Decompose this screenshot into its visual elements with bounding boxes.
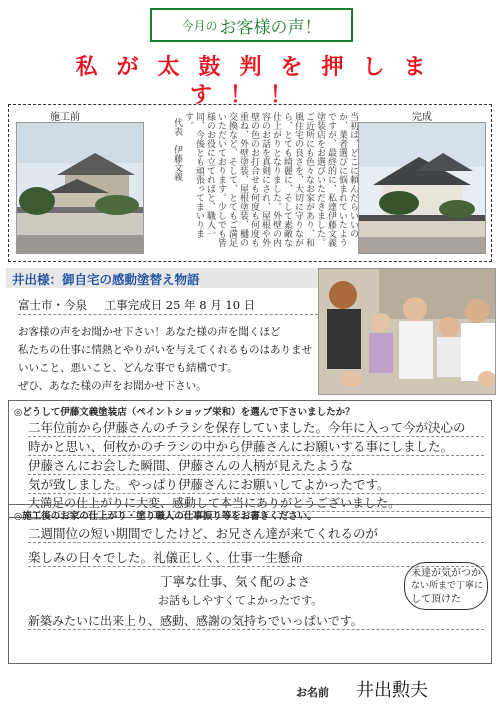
note-line-3: して頂けた [411,594,461,605]
completion-date: 工事完成日 25 年 8 月 10 日 [104,298,256,312]
answer-2-line-4: お話もしやすくてよかったです。 [158,594,323,607]
location-place: 富士市・今泉 [18,298,87,312]
story-subtitle: 井出様：御自宅の感動塗替え物語 [12,272,200,287]
answer-1-line-3: 伊藤さんにお会した瞬間、伊藤さんの人柄が見えたような [28,456,484,475]
intro-line-2: 私たちの仕事に情熱とやりがいを与えてくれるものはありませ [18,344,312,356]
group-photo [318,268,496,395]
answer-2-line-2: 楽しみの日々でした。礼儀正しく、仕事一生懸命 [28,548,484,567]
group-photo-image [319,269,496,395]
page-header-badge [150,8,353,42]
answer-2-line-5: 新築みたいに出来上り、感動、感謝の気持ちでいっぱいです。 [28,612,484,630]
answer-2-line-3: 丁寧な仕事、気く配のよさ [160,574,311,589]
headline-line-1: 私が太鼓判を押しま [75,54,445,80]
before-house-image [17,123,144,254]
header-small: 今月の [181,18,218,33]
headline-line-2: す！！ [189,82,310,108]
intro-line-3: いいこと、悪いこと、どんな事でも結構です。 [18,362,238,374]
intro-line-4: ぜひ、あなた様の声をお聞かせ下さい。 [18,380,207,392]
answer-1-line-1: 二年位前から伊藤さんのチラシを保存していました。今年に入って今が決心の [28,418,484,437]
story-text [144,112,358,254]
before-label: 施工前 [50,112,80,123]
after-label: 完成 [412,112,432,123]
answer-2-line-1: 二週間位の短い期間でしたけど、お兄さん達が来てくれるのが [28,524,484,543]
intro-line-1: お客様の声をお聞かせ下さい！あなた様の声を聞くほど [18,326,281,338]
note-line-2: ない所まで丁寧に [411,581,484,591]
before-photo [16,122,144,254]
name-value: 井出勲夫 [356,680,428,701]
name-label: お名前 [296,686,329,699]
question-2: ◎施工後のお家の仕上がり・塗り職人の仕事振り等をお書きください。 [14,511,317,522]
question-1: ◎どうして伊藤文義塗装店（ペイントショップ栄和）を選んで下さいましたか？ [14,407,355,418]
note-line-1: 未達が気がつか [411,568,481,579]
answer-1-line-4: 気が致しました。やっぱり伊藤さんにお願いしてよかったです。 [28,475,484,494]
answer-1-line-5: 大満足の仕上がりに大変、感動して本当にありがとうございました。 [28,494,484,512]
after-photo [358,122,486,254]
circled-note [404,562,488,610]
story-body: 当初は、どこに頼んだらいいのか、業者選びに悩まれていたようですが、最終的に、私達伊藤文義塗装店をお選びいただきました。ご近所にも色々なお家があり、和風住宅の良さを、大切に守りながら、とても綺麗に、そして素敵な仕上がりとなりました。外壁の内容のお話を真剣にされ、屋根や外壁の色のお打合せも何度も何度も重ね、外壁塗装、屋根塗装、樋の交換など、そして、とてもご満足いただいております。少しでも皆様のお役に立てればと、職人一同、今後とも頑張ってまいります。 [183,112,358,247]
header-title: お客様の声！ [219,17,322,38]
answer-1-line-2: 時かと思い、何枚かのチラシの中から伊藤さんにお願いする事にしました。 [28,437,484,456]
after-house-image [359,123,486,254]
location-line [18,297,269,313]
story-signature: 代表 伊藤文義 [172,118,182,181]
divider [18,314,318,315]
